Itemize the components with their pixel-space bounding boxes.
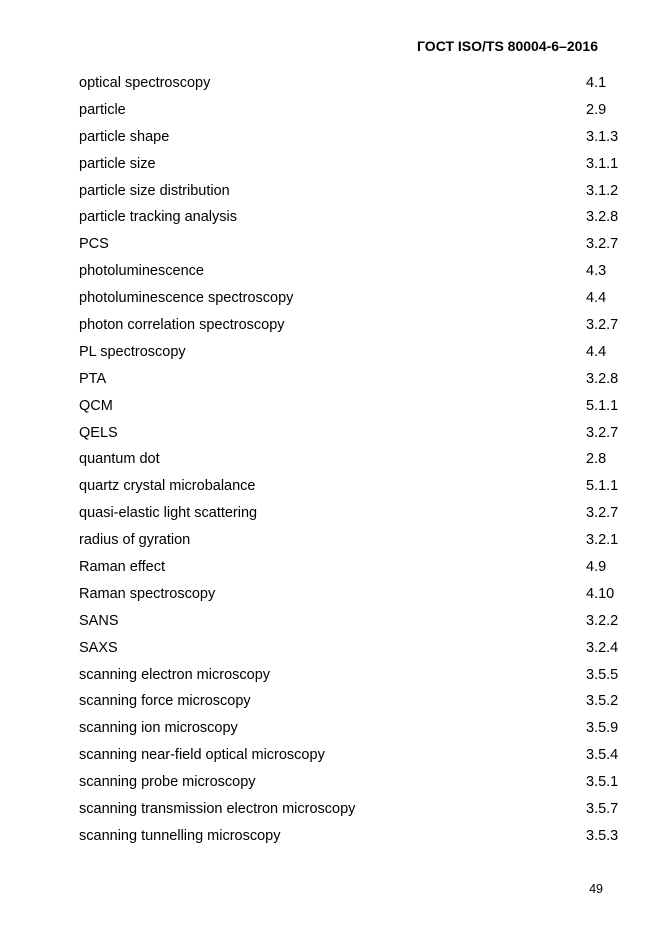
index-entry	[79, 204, 624, 231]
index-reference-number: 3.2.2	[586, 612, 619, 629]
index-term: Raman spectroscopy	[79, 585, 216, 602]
index-term: scanning electron microscopy	[79, 666, 271, 683]
index-reference-number: 4.3	[586, 263, 607, 280]
index-reference-number: 3.5.4	[586, 747, 619, 764]
index-term: SANS	[79, 612, 119, 629]
index-reference-number: 3.1.2	[586, 182, 619, 199]
index-term: scanning probe microscopy	[79, 774, 256, 791]
index-term: scanning near-field optical microscopy	[79, 747, 325, 764]
index-term: PCS	[79, 236, 109, 253]
index-term: QELS	[79, 424, 118, 441]
index-term: particle shape	[79, 128, 170, 145]
index-entry	[79, 393, 624, 420]
index-term: quartz crystal microbalance	[79, 478, 256, 495]
index-entry	[79, 366, 624, 393]
index-term: radius of gyration	[79, 532, 191, 549]
index-reference-number: 2.9	[586, 101, 607, 118]
index-reference-number: 3.5.1	[586, 774, 619, 791]
index-reference-number: 4.4	[586, 290, 607, 307]
index-entry	[79, 420, 624, 447]
index-reference-number: 3.2.7	[586, 236, 619, 253]
index-entry	[79, 473, 624, 500]
index-term: PTA	[79, 370, 107, 387]
index-reference-number: 5.1.1	[586, 397, 619, 414]
index-reference-number: 3.2.7	[586, 424, 619, 441]
index-reference-number: 2.8	[586, 451, 607, 468]
index-reference-number: 3.1.3	[586, 128, 619, 145]
index-entry	[79, 124, 624, 151]
index-entry	[79, 500, 624, 527]
index-entry	[79, 178, 624, 205]
index-term: PL spectroscopy	[79, 343, 186, 360]
index-entry	[79, 339, 624, 366]
index-reference-number: 4.9	[586, 559, 607, 576]
index-term: quasi-elastic light scattering	[79, 505, 258, 522]
index-term: photon correlation spectroscopy	[79, 317, 285, 334]
index-entry	[79, 527, 624, 554]
page-number: 49	[589, 882, 603, 896]
index-term: particle size	[79, 155, 156, 172]
index-reference-number: 4.4	[586, 343, 607, 360]
index-term: photoluminescence spectroscopy	[79, 290, 294, 307]
index-entry	[79, 312, 624, 339]
index-reference-number: 3.2.8	[586, 370, 619, 387]
index-entry	[79, 796, 624, 823]
index-term: scanning transmission electron microscopy	[79, 801, 356, 818]
index-entry	[79, 823, 624, 850]
index-reference-number: 5.1.1	[586, 478, 619, 495]
index-entry	[79, 151, 624, 178]
index-entry	[79, 446, 624, 473]
index-entry	[79, 715, 624, 742]
index-entry	[79, 608, 624, 635]
index-term: SAXS	[79, 639, 118, 656]
index-reference-number: 3.5.9	[586, 720, 619, 737]
index-entry	[79, 769, 624, 796]
index-entry	[79, 554, 624, 581]
index-term: photoluminescence	[79, 263, 204, 280]
index-reference-number: 4.10	[586, 585, 615, 602]
index-term: optical spectroscopy	[79, 75, 211, 91]
index-term: scanning tunnelling microscopy	[79, 827, 281, 844]
index-reference-number: 3.5.5	[586, 666, 619, 683]
alphabetical-index-list	[79, 70, 624, 850]
index-term: particle	[79, 101, 126, 118]
index-term: scanning ion microscopy	[79, 720, 238, 737]
index-term: Raman effect	[79, 559, 165, 576]
index-reference-number: 3.5.3	[586, 827, 619, 844]
index-reference-number: 3.2.7	[586, 317, 619, 334]
index-reference-number: 4.1	[586, 75, 607, 91]
index-entry	[79, 97, 624, 124]
index-reference-number: 3.2.8	[586, 209, 619, 226]
index-reference-number: 3.2.4	[586, 639, 619, 656]
index-reference-number: 3.2.7	[586, 505, 619, 522]
index-entry	[79, 231, 624, 258]
index-term: scanning force microscopy	[79, 693, 251, 710]
index-reference-number: 3.5.7	[586, 801, 619, 818]
index-entry	[79, 635, 624, 662]
index-reference-number: 3.1.1	[586, 155, 619, 172]
document-header-standard-code: ГОСТ ISO/TS 80004-6–2016	[417, 38, 598, 54]
index-term: particle tracking analysis	[79, 209, 237, 226]
index-reference-number: 3.5.2	[586, 693, 619, 710]
index-reference-number: 3.2.1	[586, 532, 619, 549]
index-entry	[79, 70, 624, 97]
index-entry	[79, 688, 624, 715]
index-entry	[79, 581, 624, 608]
index-term: particle size distribution	[79, 182, 230, 199]
index-term: quantum dot	[79, 451, 160, 468]
index-entry	[79, 258, 624, 285]
index-entry	[79, 742, 624, 769]
index-entry	[79, 285, 624, 312]
index-term: QCM	[79, 397, 113, 414]
index-entry	[79, 662, 624, 689]
